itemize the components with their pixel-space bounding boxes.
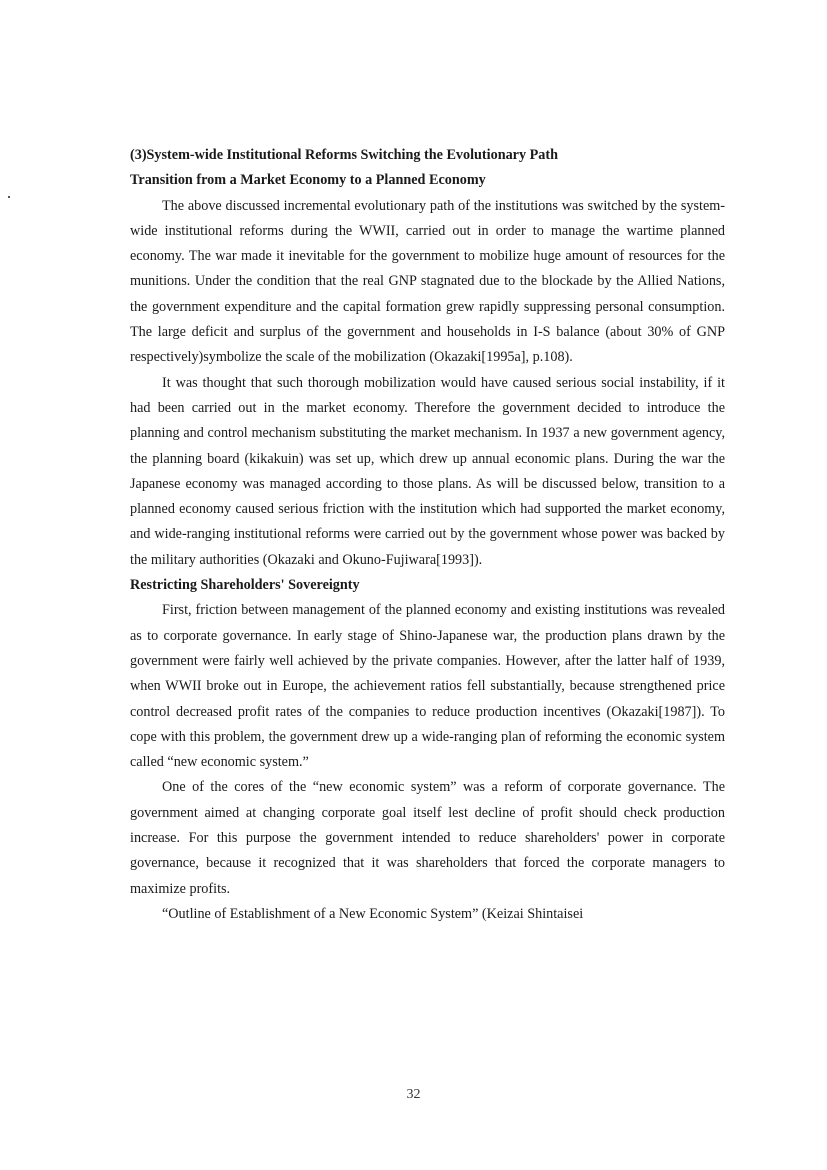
scan-speck [8,196,10,198]
section-subtitle: Transition from a Market Economy to a Planned Economy [130,172,486,189]
page-body [130,143,725,927]
subsection-title: Restricting Shareholders' Sovereignty [130,577,360,594]
section-title: (3)System-wide Institutional Reforms Switching the Evolutionary Path [130,147,558,163]
paragraph: It was thought that such thorough mobilization would have caused serious social instability, if it had been carried out in the market economy. Therefore the government decided to introduce the planning and control mechanism substituting the market mechanism. In 1937 a new government agency, the planning board (kikakuin) was set up, which drew up annual economic plans. During the war the Japanese economy was managed according to those plans. As will be discussed below, transition to a planned economy caused serious friction with the institution which had supported the market economy, and wide-ranging institutional reforms were carried out by the government whose power was backed by the military authorities (Okazaki and Okuno-Fujiwara[1993]). [130,374,725,568]
paragraph: “Outline of Establishment of a New Economic System” (Keizai Shintaisei [162,905,584,922]
paragraph: The above discussed incremental evolutionary path of the institutions was switched by the system-wide institutional reforms during the WWII, carried out in order to manage the wartime planned economy. The war made it inevitable for the government to mobilize huge amount of resources for the munitions. Under the condition that the real GNP stagnated due to the blockade by the Allied Nations, the government expenditure and the capital formation grew rapidly suppressing personal consumption. The large deficit and surplus of the government and households in I-S balance (about 30% of GNP respectively)symbolize the scale of the mobilization (Okazaki[1995a], p.108). [130,197,725,366]
paragraph: First, friction between management of the planned economy and existing institutions was revealed as to corporate governance. In early stage of Shino-Japanese war, the production plans drawn by the government were fairly well achieved by the private companies. However, after the latter half of 1939, when WWII broke out in Europe, the achievement ratios fell substantially, because strengthened price control decreased profit rates of the companies to reduce production incentives (Okazaki[1987]). To cope with this problem, the government drew up a wide-ranging plan of reforming the economic system called “new economic system.” [130,602,725,771]
page-number: 32 [406,1087,421,1102]
paragraph: One of the cores of the “new economic system” was a reform of corporate governance. The government aimed at changing corporate goal itself lest decline of profit should check production increase. For this purpose the government intended to reduce shareholders' power in corporate governance, because it recognized that it was shareholders that forced the corporate managers to maximize profits. [130,779,725,897]
